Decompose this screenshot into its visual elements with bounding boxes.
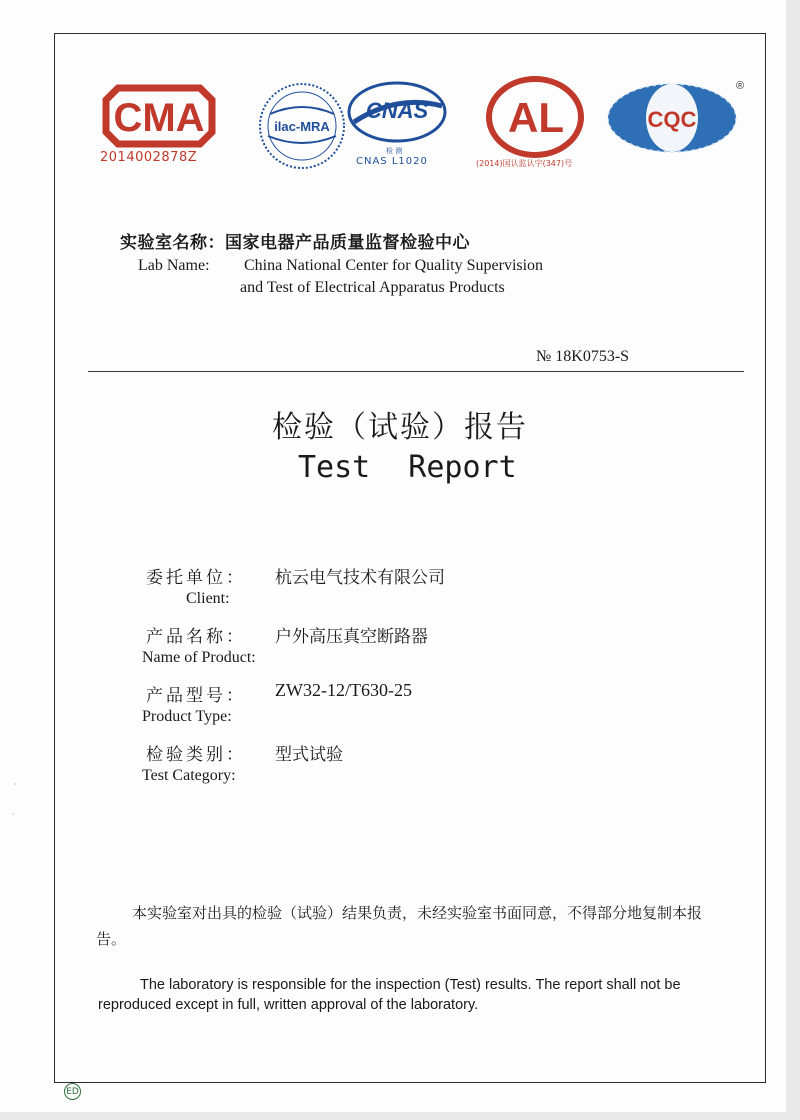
product-type-value: ZW32-12/T630-25 xyxy=(275,680,412,700)
notice-en: The laboratory is responsible for the inspection (Test) results. The report shall not be reproduced except in full, written approval of the laboratory. xyxy=(98,977,681,1013)
test-category-label-en: Test Category: xyxy=(142,767,236,784)
report-number: № 18K0753-S xyxy=(536,348,630,365)
product-name-value: 户外高压真空断路器 xyxy=(275,627,428,647)
margin-scratch-icon: · xyxy=(12,810,15,819)
lab-name-label-en: Lab Name: xyxy=(138,257,210,274)
product-type-label-cn: 产品型号： xyxy=(146,686,246,706)
stamp-mark-icon: ED xyxy=(64,1083,81,1100)
cal-logo-text: AL xyxy=(508,94,564,141)
registered-mark-icon: ® xyxy=(736,80,744,92)
product-name-label-en: Name of Product: xyxy=(142,649,256,666)
cma-code: 2014002878Z xyxy=(100,150,198,165)
product-type-label-en: Product Type: xyxy=(142,708,232,725)
cma-logo xyxy=(100,84,218,148)
cnas-sub-label: 检 测 xyxy=(386,147,403,155)
client-label-cn: 委托单位： xyxy=(146,568,246,588)
lab-name-cn: 实验室名称：国家电器产品质量监督检验中心 xyxy=(120,233,470,253)
cnas-logo xyxy=(346,80,448,148)
lab-name-en-line1: China National Center for Quality Supervision xyxy=(244,257,544,274)
cma-logo-text: CMA xyxy=(113,96,205,140)
cnas-code: CNAS L1020 xyxy=(356,156,428,167)
client-label-en: Client: xyxy=(186,590,230,607)
ilac-mra-logo xyxy=(256,80,348,172)
cnas-logo-text: CNAS xyxy=(365,98,429,123)
margin-scratch-icon: · xyxy=(14,780,17,789)
ilac-mra-logo-text: ilac-MRA xyxy=(274,119,330,134)
title-cn: 检验（试验）报告 xyxy=(272,410,528,445)
product-name-label-cn: 产品名称： xyxy=(146,627,246,647)
cqc-logo-text: CQC xyxy=(647,107,697,132)
divider xyxy=(88,371,744,372)
client-value: 杭云电气技术有限公司 xyxy=(275,568,445,588)
cal-logo xyxy=(486,76,584,158)
test-category-label-cn: 检验类别： xyxy=(146,745,246,765)
cqc-logo xyxy=(604,78,744,158)
title-en: Test Report xyxy=(298,450,517,485)
notice-cn: 本实验室对出具的检验（试验）结果负责，未经实验室书面同意，不得部分地复制本报告。 xyxy=(96,904,703,948)
lab-name-en-line2: and Test of Electrical Apparatus Products xyxy=(240,279,505,296)
test-category-value: 型式试验 xyxy=(275,745,343,765)
cal-code: (2014)国认监认字(347)号 xyxy=(476,159,573,168)
